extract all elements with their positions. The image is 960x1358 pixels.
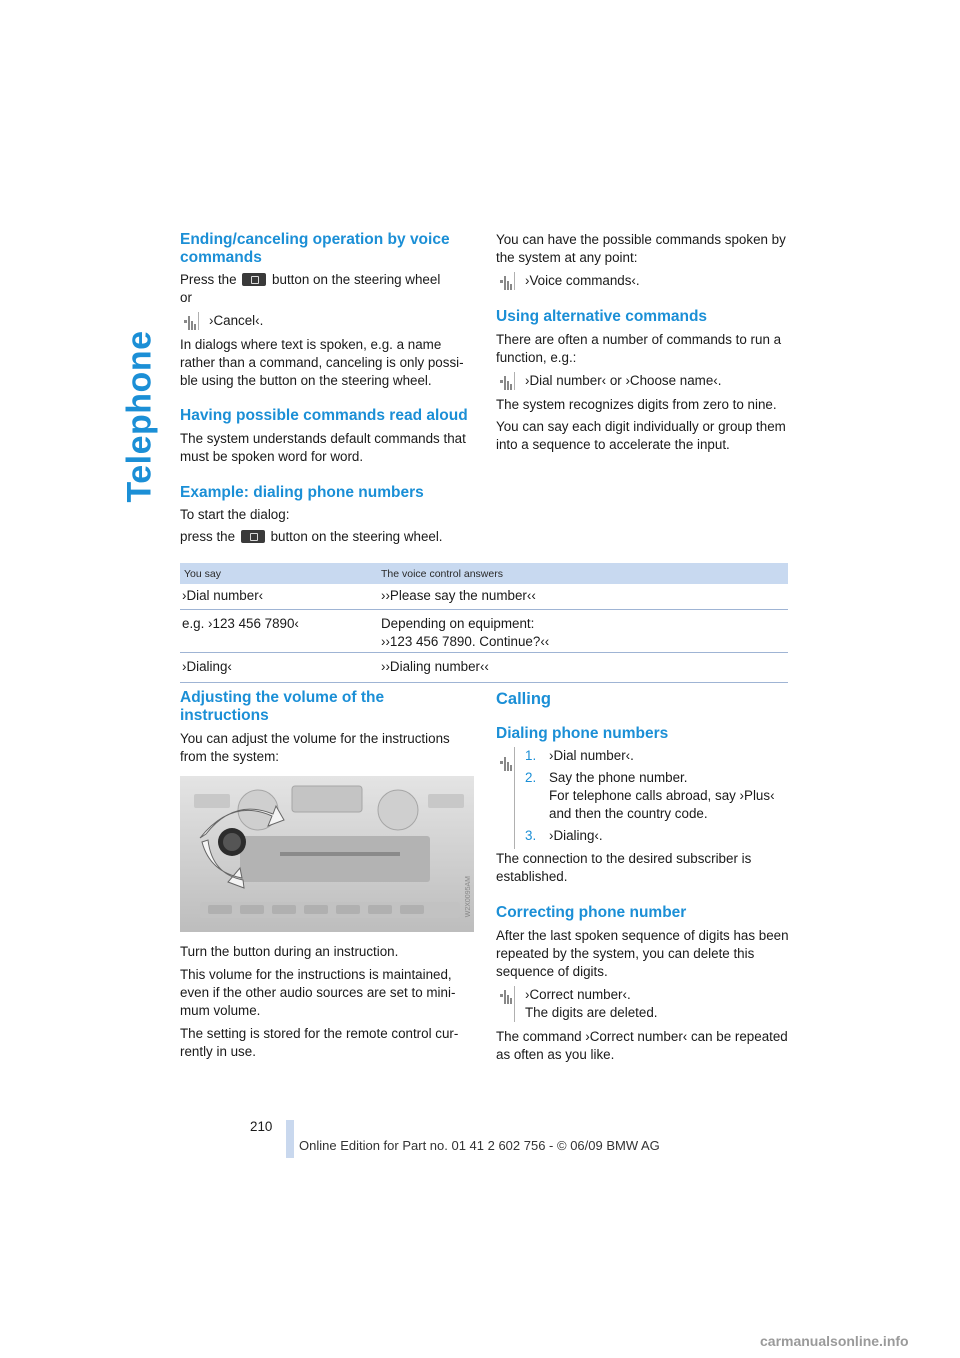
alternative-paragraph-3: You can say each digit individually or group them into a sequence to accelerate the input. — [496, 419, 786, 452]
ending-paragraph-1: Press the button on the steering wheel or — [180, 272, 441, 305]
example-heading: Example: dialing phone numbers — [180, 484, 424, 501]
voice-commands-command: ›Voice commands‹. — [496, 272, 790, 290]
dialing-heading: Dialing phone numbers — [496, 725, 669, 742]
table-row: ›Dialing‹ ››Dialing number‹‹ — [180, 653, 788, 683]
control-panel-photo — [180, 776, 474, 932]
alternative-paragraph-2: The system recognizes digits from zero to nine. — [496, 397, 777, 412]
volume-paragraph-4: The setting is stored for the remote control cur-rently in use. — [180, 1026, 459, 1059]
dialing-result: The connection to the desired subscriber is established. — [496, 851, 752, 884]
correcting-paragraph-2: The command ›Correct number‹ can be repeated as often as you like. — [496, 1029, 788, 1062]
example-section — [180, 484, 474, 546]
alternative-command: ›Dial number‹ or ›Choose name‹. — [496, 372, 790, 390]
left-bottom-column — [180, 689, 474, 766]
watermark: carmanualsonline.info — [760, 1333, 909, 1349]
photo-code: W2X0095AM — [465, 876, 472, 918]
alternative-commands-heading: Using alternative commands — [496, 308, 708, 325]
voice-dialog-table — [180, 563, 788, 683]
footer-bar — [286, 1120, 294, 1158]
volume-heading: Adjusting the volume of the instructions — [180, 689, 385, 724]
table-row: e.g. ›123 456 7890‹ Depending on equipment: ››123 456 7890. Continue?‹‹ — [180, 610, 788, 653]
table-header: You say The voice control answers — [180, 563, 788, 584]
voice-command-icon — [500, 374, 512, 390]
edition-note: Online Edition for Part no. 01 41 2 602 756 - © 06/09 BMW AG — [299, 1138, 660, 1153]
voice-command-icon — [500, 755, 512, 771]
page-number: 210 — [250, 1119, 273, 1134]
correct-command: ›Correct number‹. The digits are deleted. — [496, 986, 790, 1022]
left-top-column — [180, 231, 474, 466]
step-item: 2. Say the phone number. For telephone calls abroad, say ›Plus‹ and then the country code. — [525, 770, 775, 821]
cancel-command: ›Cancel‹. — [180, 312, 474, 330]
calling-heading: Calling — [496, 690, 552, 708]
voice-command-icon — [184, 314, 196, 330]
step-item: 3. ›Dialing‹. — [525, 828, 603, 843]
voice-button-icon — [241, 530, 265, 543]
volume-paragraph-2: Turn the button during an instruction. — [180, 944, 399, 959]
chapter-side-title: Telephone — [120, 330, 159, 502]
volume-paragraph-1: You can adjust the volume for the instructions from the system: — [180, 731, 450, 764]
correcting-paragraph-1: After the last spoken sequence of digits has been repeated by the system, you can delete this sequence of digits. — [496, 928, 789, 979]
table-row: ›Dial number‹ ››Please say the number‹‹ — [180, 584, 788, 610]
voice-command-icon — [500, 274, 512, 290]
voice-button-icon — [242, 273, 266, 286]
dialing-steps — [496, 747, 790, 845]
right-top-column — [496, 231, 790, 454]
read-aloud-paragraph: The system understands default commands that must be spoken word for word. — [180, 431, 466, 464]
volume-paragraph-3: This volume for the instructions is maintained, even if the other audio sources are set to mini-mum volume. — [180, 967, 456, 1018]
example-paragraph-1: To start the dialog: — [180, 507, 290, 522]
read-aloud-heading: Having possible commands read aloud — [180, 407, 468, 424]
control-panel-illustration — [180, 776, 474, 932]
step-item: 1. ›Dial number‹. — [525, 748, 634, 763]
voice-command-icon — [500, 988, 512, 1004]
right-bottom-column — [496, 689, 790, 1064]
example-paragraph-2: press the button on the steering wheel. — [180, 529, 443, 544]
alternative-paragraph-1: There are often a number of commands to run a function, e.g.: — [496, 332, 782, 365]
left-bottom-text — [180, 943, 474, 1061]
correcting-heading: Correcting phone number — [496, 904, 687, 921]
ending-paragraph-2: In dialogs where text is spoken, e.g. a name rather than a command, canceling is only possi-ble using the button on the steering wheel. — [180, 337, 464, 388]
ending-heading: Ending/canceling operation by voice commands — [180, 231, 450, 266]
voice-commands-intro: You can have the possible commands spoken by the system at any point: — [496, 232, 786, 265]
